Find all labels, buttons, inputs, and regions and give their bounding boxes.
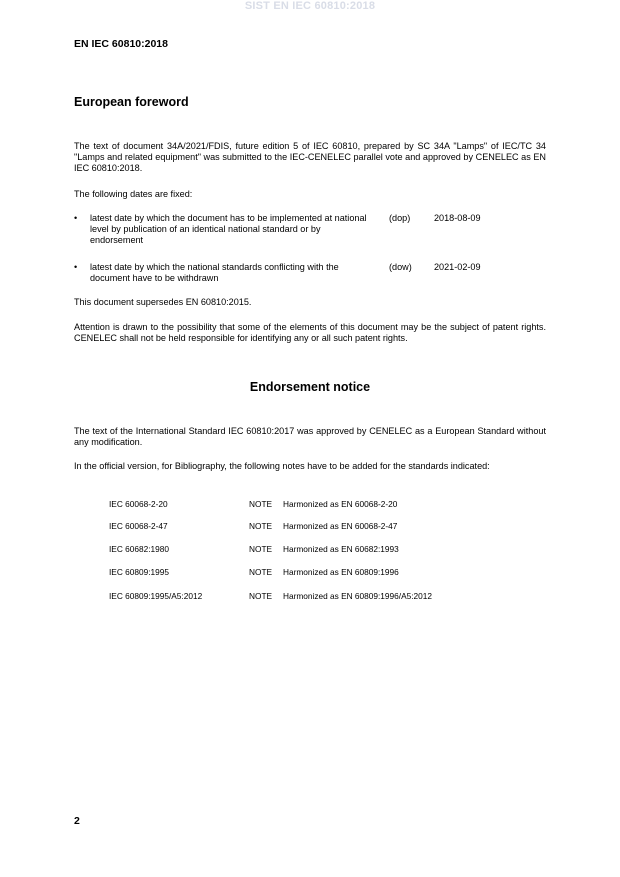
note-label: NOTE <box>249 521 273 531</box>
note-standard: IEC 60068-2-47 <box>109 521 168 531</box>
date-item-date: 2018-08-09 <box>434 213 481 223</box>
endorsement-paragraph-1: The text of the International Standard IEC 60810:2017 was approved by CENELEC as a European Standard without any modification. <box>74 426 546 447</box>
note-standard: IEC 60068-2-20 <box>109 499 168 509</box>
note-label: NOTE <box>249 544 273 554</box>
date-item-code: (dow) <box>389 262 412 272</box>
foreword-paragraph-4: Attention is drawn to the possibility that some of the elements of this document may be the subject of patent rights. CENELEC shall not be held responsible for identifying any or all such patent rights. <box>74 322 546 343</box>
date-item-dop <box>74 213 546 247</box>
endorsement-heading: Endorsement notice <box>249 380 371 394</box>
note-label: NOTE <box>249 591 273 601</box>
note-text: Harmonized as EN 60068-2-20 <box>283 499 398 509</box>
note-text: Harmonized as EN 60809:1996/A5:2012 <box>283 591 432 601</box>
note-row <box>109 499 549 509</box>
date-item-code: (dop) <box>389 213 411 223</box>
document-identifier: EN IEC 60810:2018 <box>74 38 168 50</box>
foreword-paragraph-1: The text of document 34A/2021/FDIS, future edition 5 of IEC 60810, prepared by SC 34A "Lamps" of IEC/TC 34 "Lamps and related equipment" was submitted to the IEC-CENELEC parallel vote and approved by CENELEC as EN IEC 60810:2018. <box>74 141 546 173</box>
note-text: Harmonized as EN 60068-2-47 <box>283 521 398 531</box>
bullet-icon: • <box>74 213 78 223</box>
note-row <box>109 544 549 554</box>
note-text: Harmonized as EN 60682:1993 <box>283 544 399 554</box>
foreword-paragraph-3: This document supersedes EN 60810:2015. <box>74 297 252 307</box>
note-row <box>109 521 549 531</box>
note-row <box>109 591 549 601</box>
date-item-date: 2021-02-09 <box>434 262 481 272</box>
bullet-icon: • <box>74 262 78 272</box>
note-text: Harmonized as EN 60809:1996 <box>283 567 399 577</box>
note-standard: IEC 60682:1980 <box>109 544 169 554</box>
foreword-heading: European foreword <box>74 95 189 109</box>
note-standard: IEC 60809:1995 <box>109 567 169 577</box>
date-item-dow <box>74 262 546 286</box>
date-item-text: latest date by which the national standards conflicting with the document have to be withdrawn <box>90 262 339 283</box>
note-label: NOTE <box>249 567 273 577</box>
note-label: NOTE <box>249 499 273 509</box>
foreword-paragraph-2: The following dates are fixed: <box>74 189 193 199</box>
watermark: SIST EN IEC 60810:2018 <box>244 0 376 12</box>
date-item-text: latest date by which the document has to be implemented at national level by publication of an identical national standard or by endorsement <box>90 213 367 245</box>
note-row <box>109 567 549 577</box>
note-standard: IEC 60809:1995/A5:2012 <box>109 591 203 601</box>
endorsement-paragraph-2: In the official version, for Bibliography, the following notes have to be added for the standards indicated: <box>74 461 490 471</box>
page-number: 2 <box>74 815 80 827</box>
